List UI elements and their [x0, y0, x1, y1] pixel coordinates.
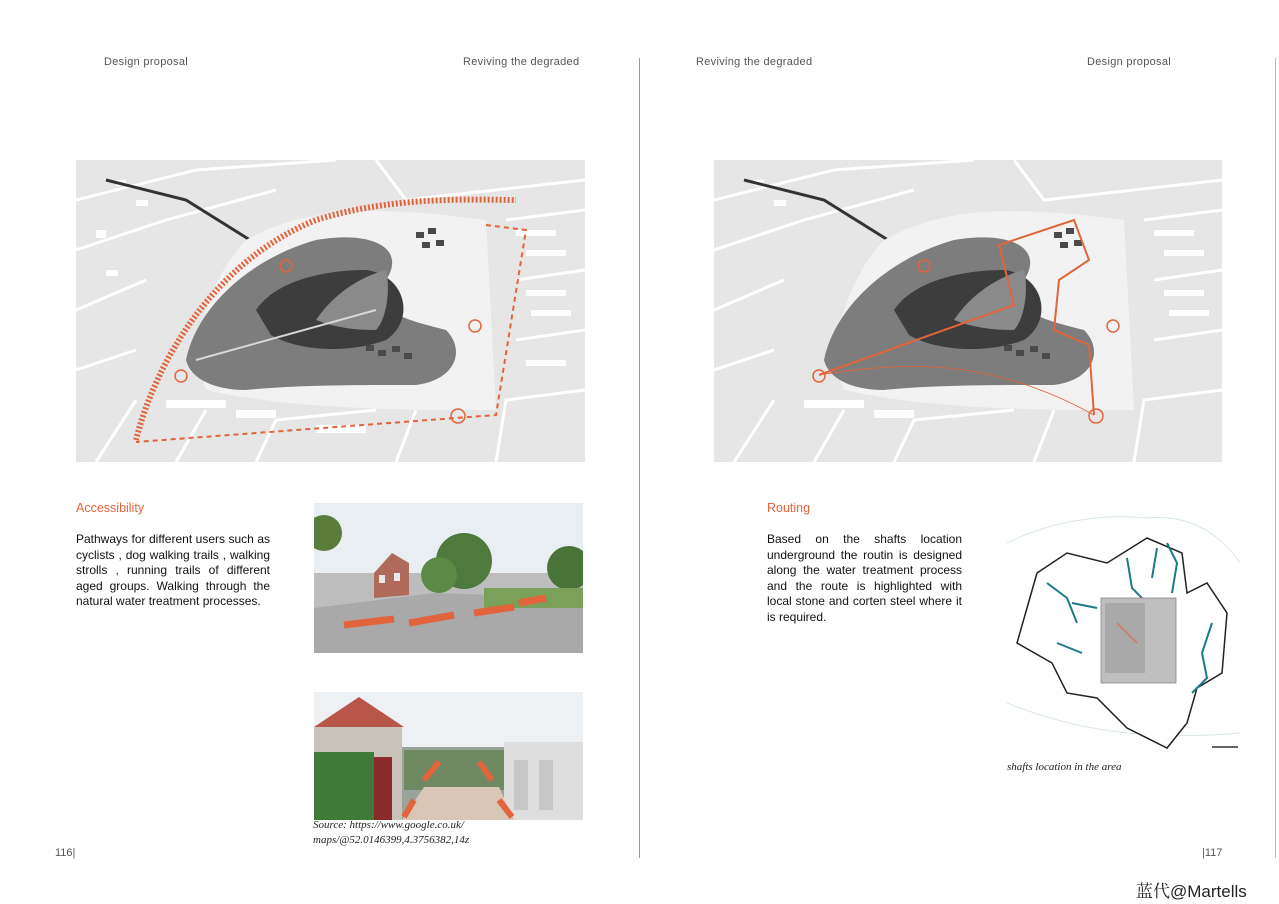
- routing-site-plan: [714, 160, 1222, 462]
- caption-line-2: maps/@52.0146399,4.3756382,14z: [313, 834, 470, 846]
- accessibility-site-plan: [76, 160, 585, 462]
- right-page-number: |117: [1202, 847, 1223, 859]
- right-edge: [1275, 58, 1276, 858]
- shafts-caption: shafts location in the area: [1007, 761, 1122, 773]
- left-header-section: Design proposal: [104, 56, 188, 68]
- shafts-location-map: [1007, 503, 1240, 756]
- left-header-title: Reviving the degraded: [463, 56, 580, 68]
- accessibility-body: Pathways for different users such as cyclists , dog walking trails , walking strolls , running trails of different aged groups. Walking through the natural water treatment processes.: [76, 532, 270, 609]
- accessibility-heading: Accessibility: [76, 501, 145, 515]
- caption-line-1: Source: https://www.google.co.uk/: [313, 819, 464, 831]
- right-header-title: Reviving the degraded: [696, 56, 813, 68]
- right-header-section: Design proposal: [1087, 56, 1171, 68]
- routing-heading: Routing: [767, 501, 811, 515]
- left-page-number: 116|: [55, 847, 76, 859]
- street-photo-1: [314, 503, 583, 653]
- street-photo-2: [314, 692, 583, 820]
- page-divider: [639, 58, 640, 858]
- photo-source-caption: [313, 818, 513, 848]
- watermark: 蓝代@Martells: [1136, 882, 1247, 901]
- routing-body: Based on the shafts location underground the routin is designed along the water treatment process and the route is highlighted with local stone and corten steel where it is required.: [767, 532, 962, 624]
